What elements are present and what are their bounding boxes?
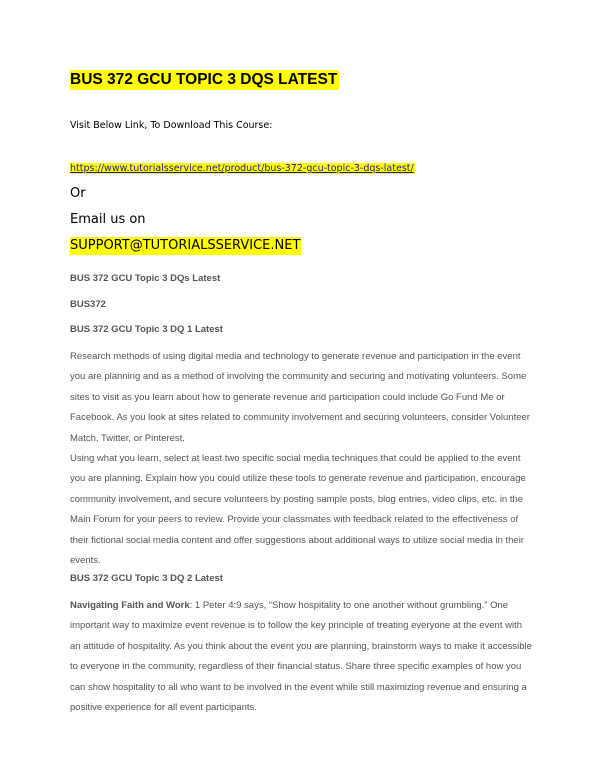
or-text: Or bbox=[70, 186, 86, 201]
dq2-paragraph bbox=[70, 596, 532, 718]
dq1-paragraph-2: Using what you learn, select at least two specific social media techniques that could be applied to the event you are planning. Explain how you could utilize these tools to generate revenue and participation, encourage community involvement, and secure volunteers by posting sample posts, blog entries, video clips, etc. in the Main Forum for your peers to review. Provide your classmates with feedback related to the effectiveness of their fictional social media content and offer suggestions about additional ways to utilize social media in their events. bbox=[70, 453, 526, 567]
dq1-paragraph-1: Research methods of using digital media and technology to generate revenue and participation in the event you are planning and as a method of involving the community and securing and motivating volunteers. Some sites to visit as you learn about how to generate revenue and participation could include Go Fund Me or Facebook. As you look at sites related to community involvement and securing volunteers, consider Volunteer Match, Twitter, or Pinterest. bbox=[70, 351, 530, 444]
dq2-paragraph-text: : 1 Peter 4:9 says, “Show hospitality to one another without grumbling.” One important way to maximize event revenue is to follow the key principle of treating everyone at the event with an attitude of hospitality. As you think about the event you are planning, brainstorm ways to make it accessible to everyone in the community, regardless of their financial status. Share three specific examples of how you can show hospitality to all who want to be involved in the event while still maximizing revenue and ensuring a positive experience for all event participants. bbox=[70, 600, 532, 714]
dq2-heading: BUS 372 GCU Topic 3 DQ 2 Latest bbox=[70, 573, 223, 584]
document-title: BUS 372 GCU TOPIC 3 DQS LATEST bbox=[70, 71, 338, 88]
dq2-bold-lead: Navigating Faith and Work bbox=[70, 600, 190, 611]
dq1-heading: BUS 372 GCU Topic 3 DQ 1 Latest bbox=[70, 324, 223, 335]
topic-heading: BUS 372 GCU Topic 3 DQs Latest bbox=[70, 273, 221, 284]
course-download-link[interactable]: https://www.tutorialsservice.net/product/bus-372-gcu-topic-3-dqs-latest/ bbox=[70, 163, 414, 174]
course-code-heading: BUS372 bbox=[70, 299, 106, 310]
visit-instruction: Visit Below Link, To Download This Course: bbox=[70, 120, 273, 131]
email-label: Email us on bbox=[70, 212, 146, 227]
support-email[interactable]: SUPPORT@TUTORIALSSERVICE.NET bbox=[70, 238, 301, 253]
